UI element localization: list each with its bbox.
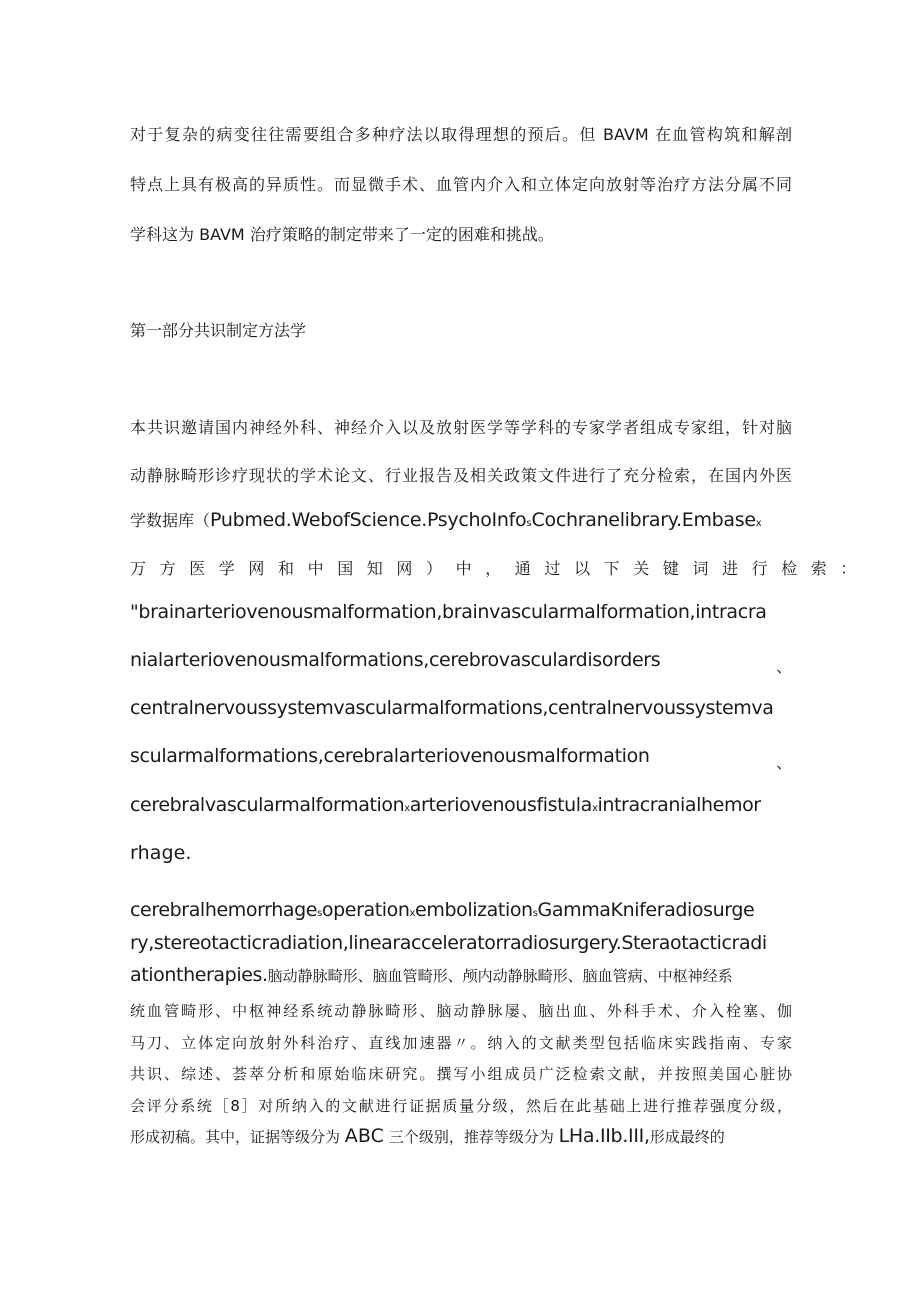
para2-line6-separator: 、 [776,657,793,676]
para2-line3-sub2: x [755,518,762,529]
para2-line1: 本共识邀请国内神经外科、神经介入以及放射医学等学科的专家学者组成专家组，针对脑 [130,418,792,437]
para2-line10: rhage. [130,842,192,864]
para3-line1-sub3: s [532,908,538,919]
para2-line9-c: intracranialhemor [597,794,761,816]
para2-line3-db-b: Cochranelibrary.Embase [531,509,756,531]
para3-line1-c: embolization [415,899,533,921]
para3-line2: ry,stereotacticradiation,linearacceleratorradiosurgery.Steraotacticradi [130,932,767,954]
para2-line9 [130,794,792,816]
para3-line8 [130,1125,792,1147]
para3-line8-b: ABC [344,1125,385,1147]
para2-line4: 万方医学网和中国知网）中，通过以下关键词进行检索： [130,559,871,578]
para3-line8-c: 三个级别，推荐等级分为 [384,1128,559,1146]
para3-line1-b: operation [321,899,410,921]
para2-line8-separator: 、 [776,753,793,772]
para2-line9-sub1: x [404,803,410,814]
para1-line3: 学科这为 BAVM 治疗策略的制定带来了一定的困难和挑战。 [130,225,554,244]
para3-line1-sub2: x [409,908,416,919]
para3-line7: 会评分系统［8］对所纳入的文献进行证据质量分级，然后在此基础上进行推荐强度分级， [130,1097,792,1115]
para3-line3 [130,964,792,986]
para3-line1-d: GammaKniferadiosurge [537,899,755,921]
para2-line9-sub2: x [591,803,598,814]
para2-line3-sub1: s [526,518,532,529]
para2-line2: 动静脉畸形诊疗现状的学术论文、行业报告及相关政策文件进行了充分检索，在国内外医 [130,466,792,485]
para3-line3-cn: 脑动静脉畸形、脑血管畸形、颅内动静脉畸形、脑血管病、中枢神经系 [267,967,733,985]
para1-line2: 特点上具有极高的异质性。而显微手术、血管内介入和立体定向放射等治疗方法分属不同 [130,175,792,194]
para3-line1-a: cerebralhemorrhage [130,899,318,921]
para2-line5: "brainarteriovenousmalformation,brainvascularmalformation,intracra [130,601,767,623]
para2-line3-prefix: 学数据库（ [130,511,211,530]
para3-line6: 共识、综述、荟萃分析和原始临床研究。撰写小组成员广泛检索文献，并按照美国心脏协 [130,1065,792,1083]
para3-line3-latin: ationtherapies. [130,964,268,986]
para3-line1 [130,899,792,921]
para3-line8-e: 形成最终的 [649,1128,725,1146]
para2-line3 [130,508,792,531]
para2-line9-b: arteriovenousfistula [409,794,592,816]
para3-line4: 统血管畸形、中枢神经系统动静脉畸形、脑动静脉屡、脑出血、外科手术、介入栓塞、伽 [130,1002,792,1020]
para3-line8-d: LHa.IIb.III, [558,1125,650,1147]
para2-line7: centralnervoussystemvascularmalformations,centralnervoussystemva [130,697,774,719]
para2-line3-db-a: Pubmed.WebofScience.PsychoInfo [210,509,527,531]
para2-line9-a: cerebralvascularmalformation [130,794,405,816]
section-heading: 第一部分共识制定方法学 [130,321,307,340]
para3-line5: 马刀、立体定向放射外科治疗、直线加速器〃。纳入的文献类型包括临床实践指南、专家 [130,1034,792,1052]
para3-line1-sub1: s [317,908,322,919]
para3-line8-a: 形成初稿。其中，证据等级分为 [130,1128,345,1146]
para2-line8: scularmalformations,cerebralarteriovenousmalformation [130,745,650,767]
para1-line1: 对于复杂的病变往往需要组合多种疗法以取得理想的预后。但 BAVM 在血管构筑和解剖 [130,125,792,144]
para2-line6: nialarteriovenousmalformations,cerebrovasculardisorders [130,649,661,671]
